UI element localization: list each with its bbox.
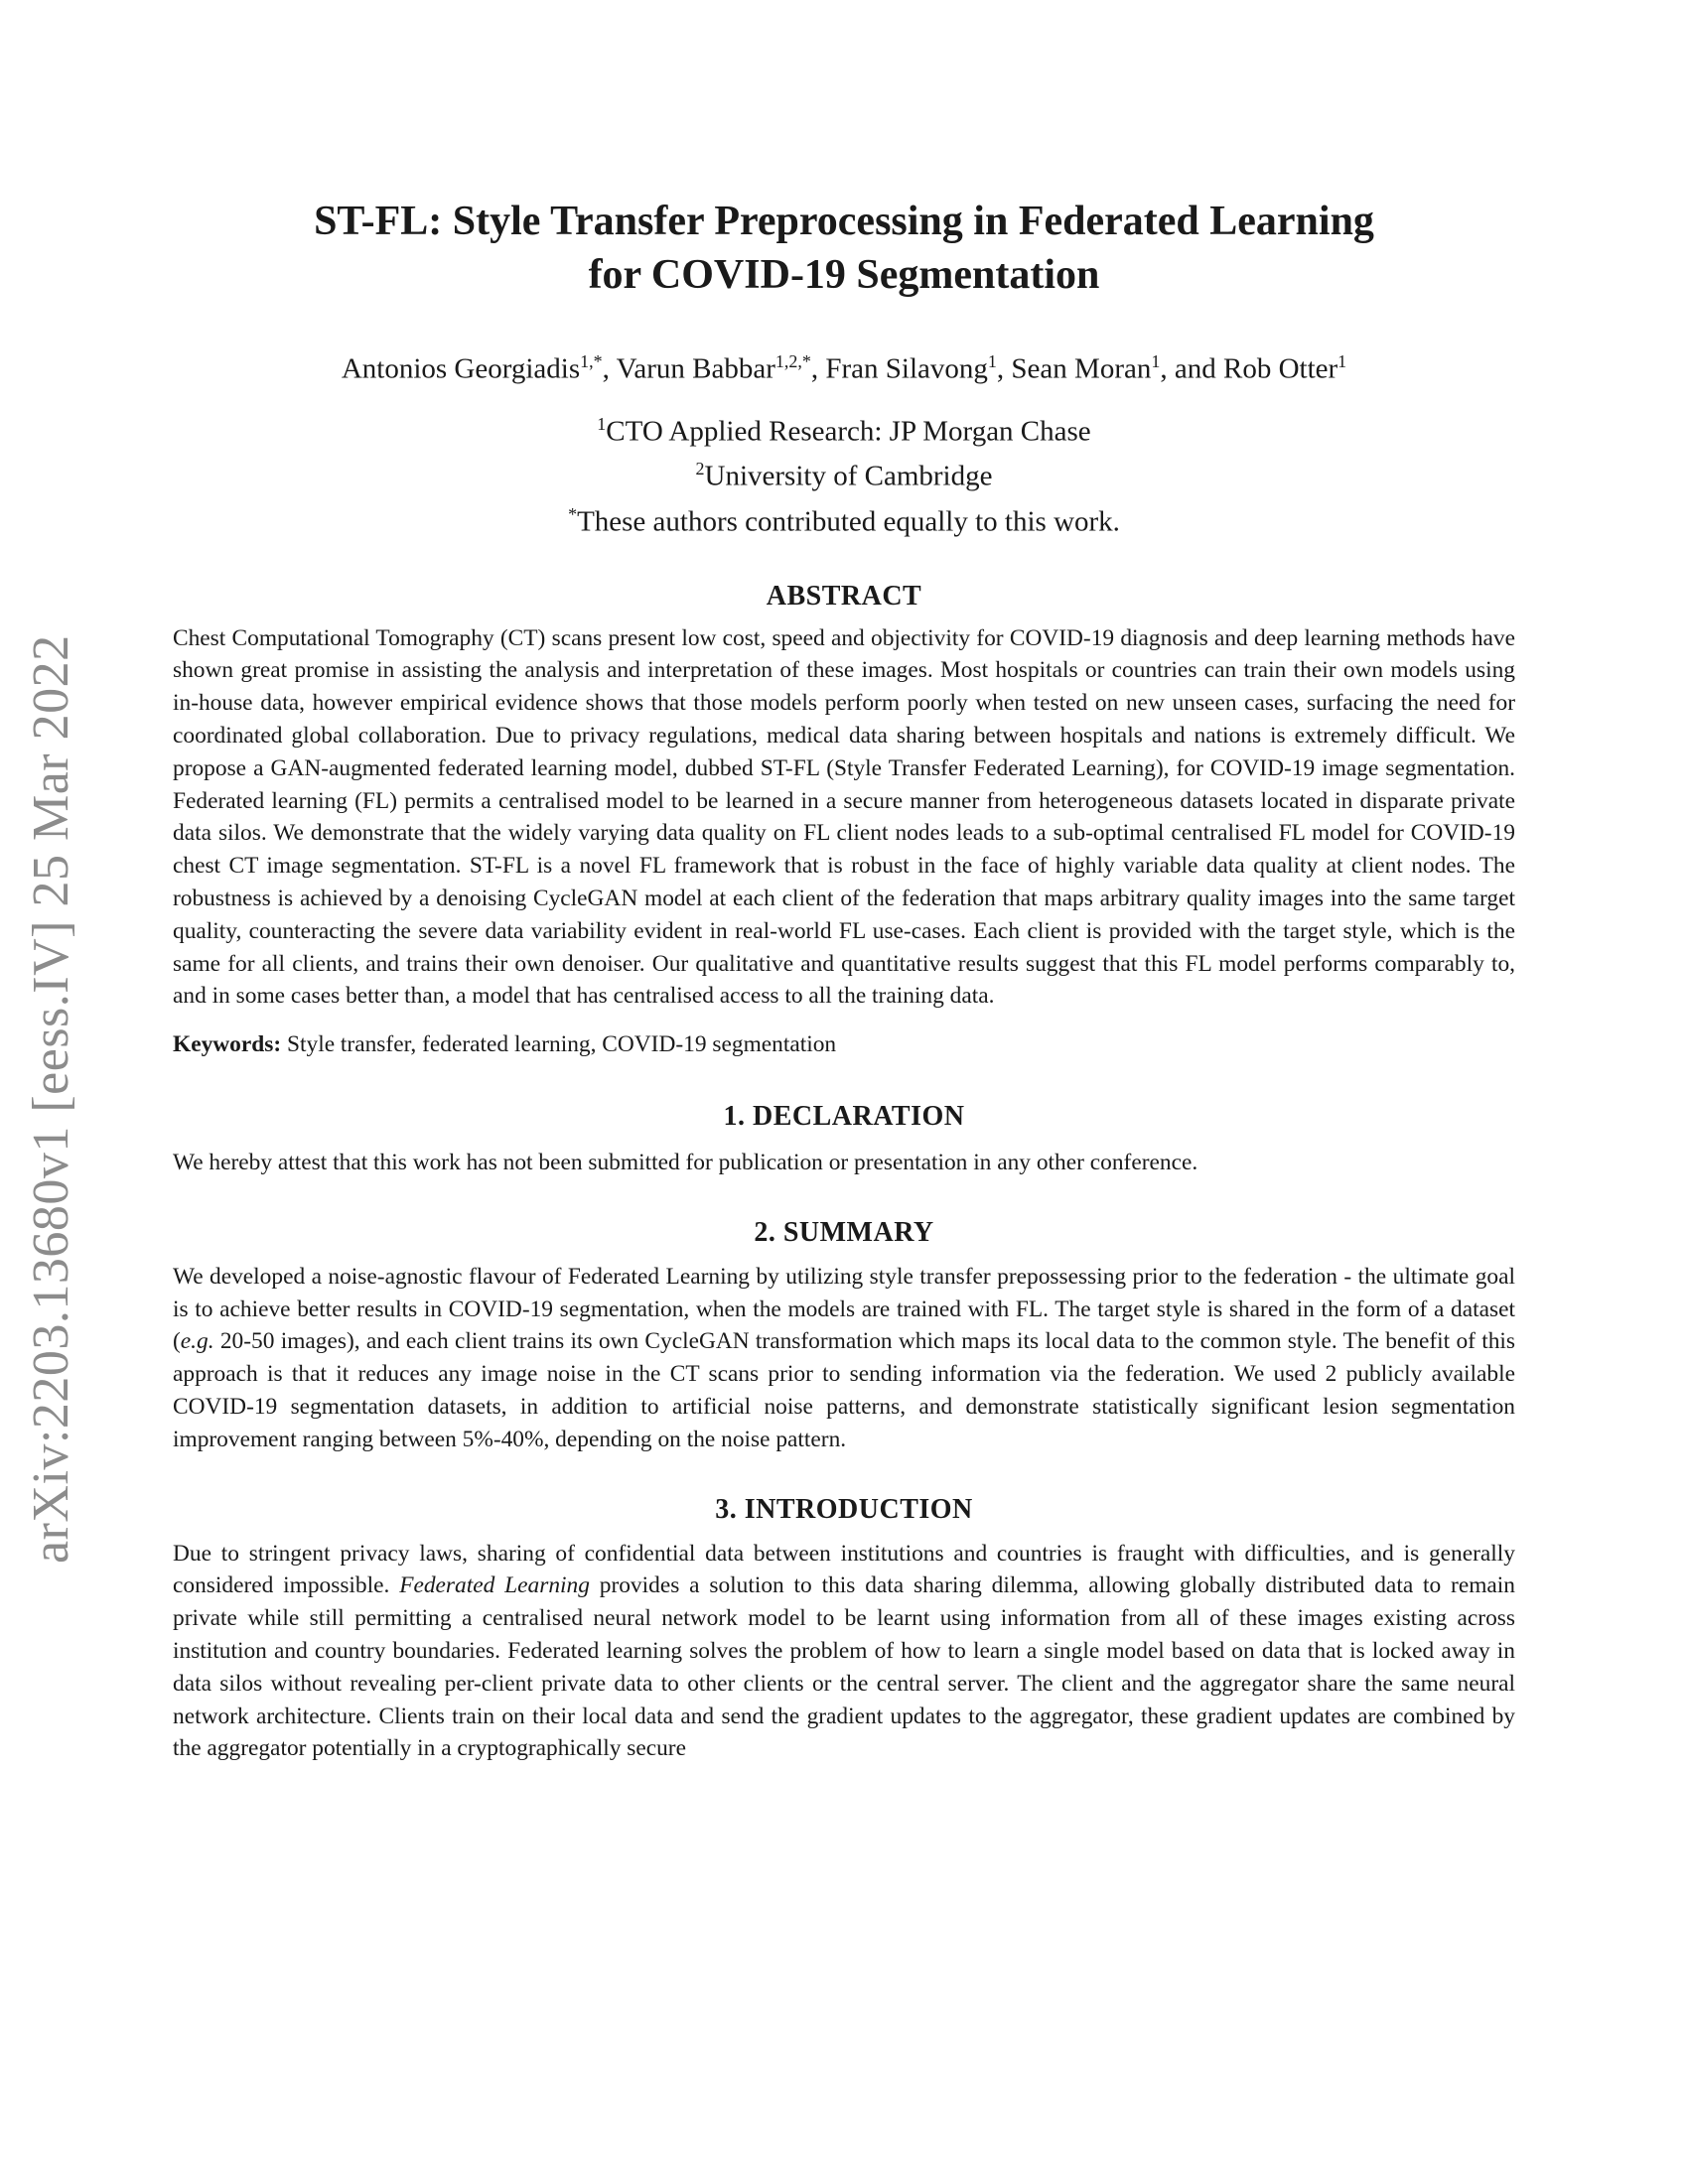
- arxiv-stamp-text: arXiv:2203.13680v1 [eess.IV] 25 Mar 2022: [23, 634, 79, 1564]
- summary-body: [173, 1261, 1515, 1456]
- affiliation-sup: 1: [597, 413, 607, 434]
- summary-text-part: We developed a noise-agnostic flavour of Federated Learning by utilizing style transfer prepossessing prior to the federation - the ultimate goal is to achieve better results in COVID-19 segmentation, when the models are trained with FL. The target style is shared in the form of a dataset (: [173, 1263, 1515, 1355]
- author-name: Sean Moran: [1011, 352, 1152, 385]
- introduction-text-part: provides a solution to this data sharing dilemma, allowing globally distributed data to remain private while still permitting a centralised neural network model to be learnt using information from all of these images existing across institution and country boundaries. Federated learning solves the problem of how to learn a single model based on data that is locked away in data silos without revealing per-client private data to other clients or the central server. The client and the aggregator share the same neural network architecture. Clients train on their local data and send the gradient updates to the aggregator, these gradient updates are combined by the aggregator potentially in a cryptographically secure: [173, 1572, 1515, 1762]
- affiliation-sup: 2: [695, 459, 705, 479]
- affiliation-item: [173, 450, 1515, 495]
- author-affil-sup: 1,2,*: [774, 351, 811, 371]
- author-affil-sup: 1,*: [580, 351, 603, 371]
- paper-title-line2: for COVID-19 Segmentation: [588, 252, 1100, 298]
- introduction-italic-text: Federated Learning: [399, 1572, 590, 1599]
- author-separator: ,: [996, 352, 1012, 385]
- author-affil-sup: 1: [987, 351, 997, 371]
- introduction-text-part: Due to stringent privacy laws, sharing of confidential data between institutions and countries is fraught with difficulties, and is generally considered impossible.: [173, 1540, 1515, 1599]
- keywords-line: [173, 1028, 1515, 1061]
- author-name: Rob Otter: [1222, 352, 1338, 385]
- affiliation-text: CTO Applied Research: JP Morgan Chase: [606, 415, 1091, 448]
- abstract-heading: ABSTRACT: [766, 580, 922, 612]
- author-name: Fran Silavong: [825, 352, 988, 385]
- introduction-body: [173, 1538, 1515, 1766]
- declaration-body: We hereby attest that this work has not been submitted for publication or presentation in any other conference.: [173, 1149, 1198, 1175]
- affiliation-text: These authors contributed equally to this work.: [577, 505, 1120, 538]
- affiliation-sup: *: [568, 503, 578, 524]
- introduction-heading: 3. INTRODUCTION: [715, 1493, 973, 1525]
- author-separator: , and: [1160, 352, 1223, 385]
- author-affil-sup: 1: [1151, 351, 1161, 371]
- arxiv-identifier-stamp: [22, 561, 81, 1564]
- keywords-text: Style transfer, federated learning, COVID-19 segmentation: [281, 1031, 837, 1058]
- author-affil-sup: 1: [1337, 351, 1347, 371]
- paper-title: [173, 195, 1515, 302]
- author-separator: ,: [602, 352, 617, 385]
- abstract-body: Chest Computational Tomography (CT) scans present low cost, speed and objectivity for COVID-19 diagnosis and deep learning methods have shown great promise in assisting the analysis and interpretation of these images. Most hospitals or countries can train their own models using in-house data, however empirical evidence shows that those models perform poorly when tested on new unseen cases, surfacing the need for coordinated global collaboration. Due to privacy regulations, medical data sharing between hospitals and nations is extremely difficult. We propose a GAN-augmented federated learning model, dubbed ST-FL (Style Transfer Federated Learning), for COVID-19 image segmentation. Federated learning (FL) permits a centralised model to be learned in a secure manner from heterogeneous datasets located in disparate private data silos. We demonstrate that the widely varying data quality on FL client nodes leads to a sub-optimal centralised FL model for COVID-19 chest CT image segmentation. ST-FL is a novel FL framework that is robust in the face of highly variable data quality at client nodes. The robustness is achieved by a denoising CycleGAN model at each client of the federation that maps arbitrary quality images into the same target quality, counteracting the severe data variability evident in real-world FL use-cases. Each client is provided with the target style, which is the same for all clients, and trains their own denoiser. Our qualitative and quantitative results suggest that this FL model performs comparably to, and in some cases better than, a model that has centralised access to all the training data.: [173, 624, 1515, 1010]
- affiliation-item: [173, 495, 1515, 541]
- author-separator: ,: [810, 352, 826, 385]
- author-name: Antonios Georgiadis: [341, 352, 581, 385]
- keywords-label: Keywords:: [173, 1031, 282, 1058]
- author-name: Varun Babbar: [616, 352, 775, 385]
- paper-page: [173, 195, 1515, 1765]
- affiliation-text: University of Cambridge: [704, 460, 993, 492]
- affiliation-list: [173, 405, 1515, 541]
- paper-title-line1: ST-FL: Style Transfer Preprocessing in Federated Learning: [314, 199, 1374, 244]
- summary-text-part: 20-50 images), and each client trains its own CycleGAN transformation which maps its local data to the common style. The benefit of this approach is that it reduces any image noise in the CT scans prior to sending information via the federation. We used 2 publicly available COVID-19 segmentation datasets, in addition to artificial noise patterns, and demonstrate statistically significant lesion segmentation improvement ranging between 5%-40%, depending on the noise pattern.: [173, 1328, 1515, 1452]
- author-list: [173, 341, 1515, 389]
- summary-heading: 2. SUMMARY: [754, 1216, 934, 1248]
- summary-italic-text: e.g.: [180, 1328, 214, 1355]
- affiliation-item: [173, 405, 1515, 451]
- declaration-heading: 1. DECLARATION: [723, 1100, 965, 1132]
